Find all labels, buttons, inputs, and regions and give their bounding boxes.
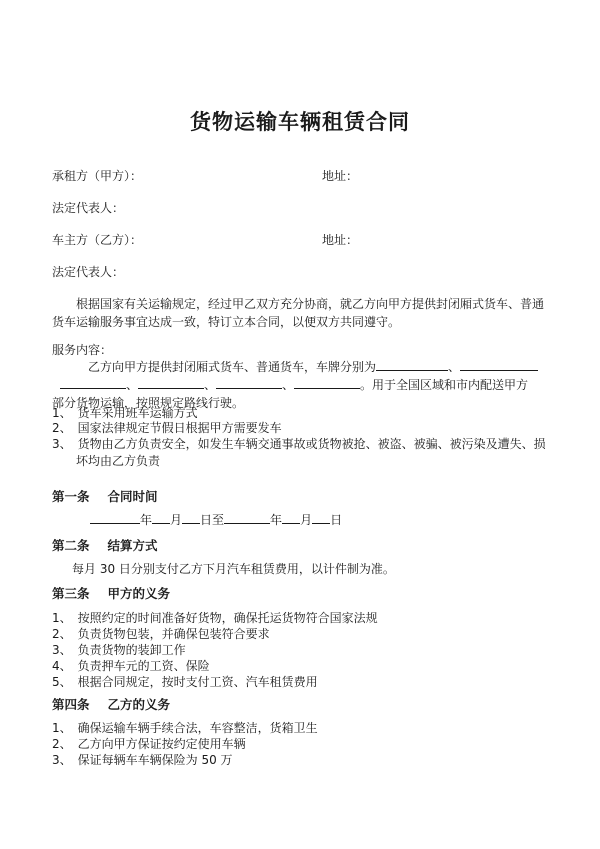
service-item-1: 1、 货车采用班车运输方式 <box>52 406 198 420</box>
service-item-2: 2、 国家法律规定节假日根据甲方需要发车 <box>52 421 282 435</box>
lessee-duty-3: 3、 负责货物的装卸工作 <box>52 643 186 657</box>
plate-blank-5 <box>216 377 282 389</box>
service-plate-intro: 乙方向甲方提供封闭厢式货车、普通货车，车牌分别为 <box>88 360 377 374</box>
lessee-label: 承租方（甲方）： <box>52 169 143 183</box>
start-year-blank <box>90 512 140 524</box>
start-month-blank <box>152 512 170 524</box>
service-line-1 <box>88 359 538 375</box>
service-line-2-tail: 。用于全国区域和市内配送甲方 <box>360 378 529 392</box>
start-day-blank <box>182 512 200 524</box>
lessee-duty-4: 4、 负责押车元的工资、保险 <box>52 659 210 673</box>
article-3-heading: 第三条 甲方的义务 <box>52 586 171 601</box>
contract-period-line: 年 月 日至 年 月 日 <box>90 512 342 528</box>
article-1-heading: 第一条 合同时间 <box>52 489 158 504</box>
plate-separator: 、 <box>448 360 461 374</box>
owner-duty-1: 1、 确保运输车辆手续合法，车容整洁，货箱卫生 <box>52 721 318 735</box>
article-2-heading: 第二条 结算方式 <box>52 538 158 553</box>
plate-separator: 、 <box>282 378 295 392</box>
article-4-heading: 第四条 乙方的义务 <box>52 697 171 712</box>
owner-rep-label: 法定代表人： <box>52 265 125 279</box>
service-item-3: 3、 货物由乙方负责安全，如发生车辆交通事故或货物被抢、被盗、被骗、被污染及遭失、损 <box>52 437 546 451</box>
owner-address-label: 地址： <box>322 233 359 247</box>
lessee-duty-1: 1、 按照约定的时间准备好货物，确保托运货物符合国家法规 <box>52 611 378 625</box>
end-day-blank <box>312 512 330 524</box>
plate-blank-2 <box>460 359 538 371</box>
service-line-2 <box>60 377 528 393</box>
document-title: 货物运输车辆租赁合同 <box>190 110 410 134</box>
end-year-blank <box>224 512 270 524</box>
plate-separator: 、 <box>204 378 217 392</box>
service-heading: 服务内容： <box>52 343 113 357</box>
service-line-3: 部分货物运输，按照规定路线行驶。 <box>52 396 245 410</box>
preamble-line-1: 根据国家有关运输规定，经过甲乙双方充分协商，就乙方向甲方提供封闭厢式货车、普通 <box>76 297 545 311</box>
settlement-text: 每月 30 日分别支付乙方下月汽车租赁费用，以计件制为准。 <box>72 562 395 576</box>
end-month-blank <box>282 512 300 524</box>
owner-label: 车主方（乙方）： <box>52 233 143 247</box>
owner-duty-3: 3、 保证每辆车车辆保险为 50 万 <box>52 753 233 767</box>
lessee-duty-2: 2、 负责货物包装，并确保包装符合要求 <box>52 627 270 641</box>
lessee-duty-5: 5、 根据合同规定，按时支付工资、汽车租赁费用 <box>52 675 318 689</box>
service-item-3-continued: 坏均由乙方负责 <box>76 454 161 468</box>
owner-duty-2: 2、 乙方向甲方保证按约定使用车辆 <box>52 737 246 751</box>
preamble-line-2: 货车运输服务事宜达成一致，特订立本合同，以便双方共同遵守。 <box>52 315 401 329</box>
plate-blank-3 <box>60 377 126 389</box>
plate-blank-4 <box>138 377 204 389</box>
plate-blank-1 <box>376 359 448 371</box>
plate-separator: 、 <box>126 378 139 392</box>
lessee-address-label: 地址： <box>322 169 359 183</box>
lessee-rep-label: 法定代表人： <box>52 201 125 215</box>
plate-blank-6 <box>294 377 360 389</box>
